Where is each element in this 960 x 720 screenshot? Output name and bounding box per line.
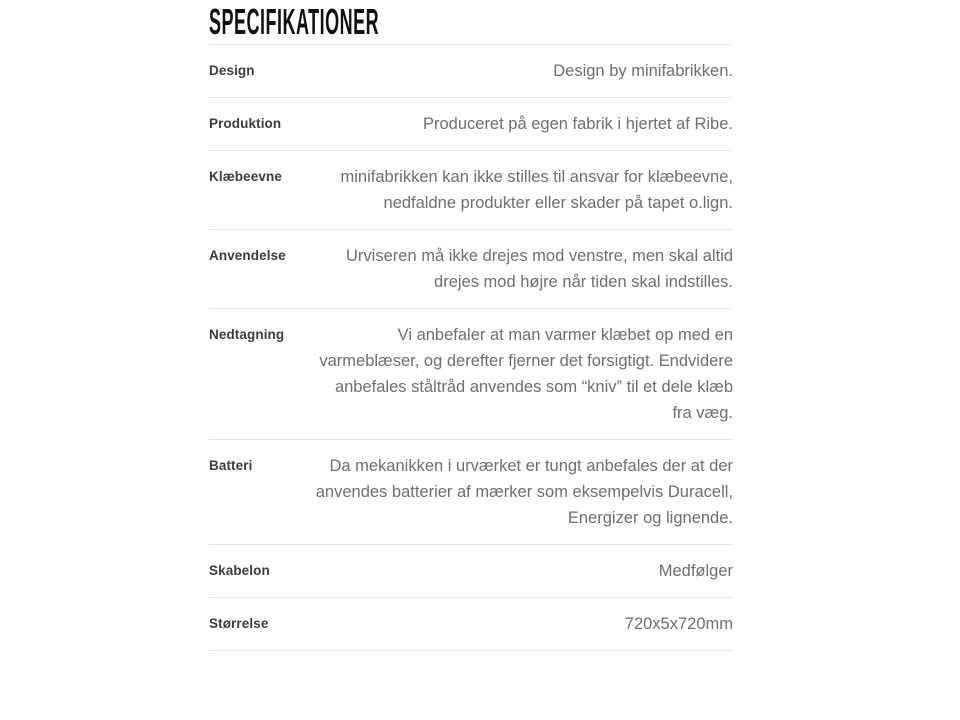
spec-label: Anvendelse bbox=[209, 248, 286, 263]
spec-value: Da mekanikken i urværket er tungt anbefales der at der anvendes batterier af mærker som eksempelvis Duracell, Energizer og lignende. bbox=[315, 457, 733, 527]
spec-value: 720x5x720mm bbox=[624, 615, 733, 633]
section-title-wrap bbox=[209, 0, 733, 44]
spec-value: minifabrikken kan ikke stilles til ansvar for klæbeevne, nedfaldne produkter eller skader på tapet o.lign. bbox=[340, 168, 733, 212]
spec-value: Design by minifabrikken. bbox=[553, 62, 733, 80]
spec-row-klaebeevne bbox=[209, 150, 733, 229]
spec-value: Produceret på egen fabrik i hjertet af Ribe. bbox=[422, 115, 733, 133]
specifications-section bbox=[209, 0, 733, 651]
spec-row-anvendelse bbox=[209, 229, 733, 308]
spec-label: Klæbeevne bbox=[209, 169, 282, 184]
spec-label: Batteri bbox=[209, 458, 253, 473]
spec-value: Urviseren må ikke drejes mod venstre, men skal altid drejes mod højre når tiden skal indstilles. bbox=[346, 247, 733, 291]
spec-row-batteri bbox=[209, 439, 733, 544]
spec-table bbox=[209, 44, 733, 651]
page-title: SPECIFIKATIONER bbox=[209, 1, 380, 42]
spec-label: Design bbox=[209, 63, 255, 78]
spec-row-design bbox=[209, 44, 733, 97]
spec-value: Medfølger bbox=[658, 562, 733, 580]
spec-row-skabelon bbox=[209, 544, 733, 597]
spec-row-stoerrelse bbox=[209, 597, 733, 650]
spec-label: Nedtagning bbox=[209, 327, 285, 342]
spec-label: Produktion bbox=[209, 116, 282, 131]
spec-row-nedtagning bbox=[209, 308, 733, 439]
spec-label: Størrelse bbox=[209, 616, 269, 631]
spec-value: Vi anbefaler at man varmer klæbet op med en varmeblæser, og derefter fjerner det forsigtigt. Endvidere anbefales ståltråd anvendes som “kniv” til et dele klæb fra væg. bbox=[319, 326, 733, 422]
spec-label: Skabelon bbox=[209, 563, 270, 578]
spec-row-produktion bbox=[209, 97, 733, 150]
